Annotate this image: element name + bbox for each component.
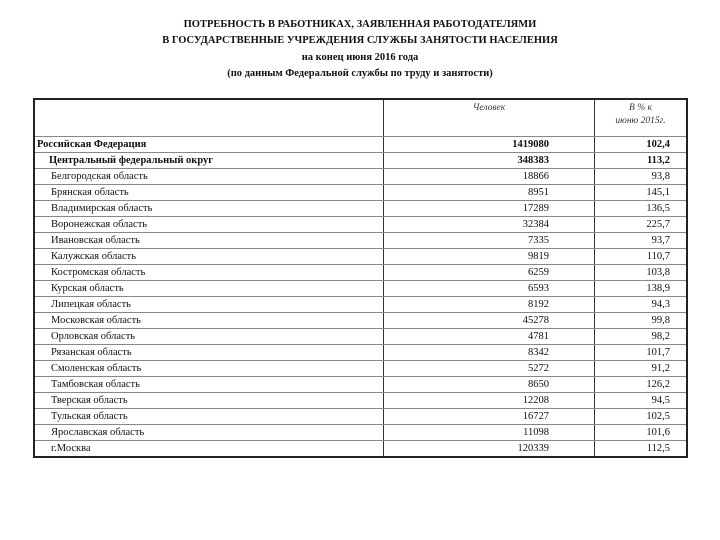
percent-value: 113,2 xyxy=(595,153,688,169)
header-percent xyxy=(595,99,688,137)
people-count: 17289 xyxy=(384,201,595,217)
table-row xyxy=(34,409,687,425)
percent-value: 126,2 xyxy=(595,377,688,393)
percent-value: 102,5 xyxy=(595,409,688,425)
vacancy-table xyxy=(33,98,688,458)
region-name: Рязанская область xyxy=(34,345,384,361)
people-count: 18866 xyxy=(384,169,595,185)
region-name: Ивановская область xyxy=(34,233,384,249)
table-row xyxy=(34,281,687,297)
people-count: 9819 xyxy=(384,249,595,265)
people-count: 8342 xyxy=(384,345,595,361)
people-count: 8650 xyxy=(384,377,595,393)
percent-value: 138,9 xyxy=(595,281,688,297)
table-row xyxy=(34,313,687,329)
percent-value: 145,1 xyxy=(595,185,688,201)
table-row xyxy=(34,441,687,458)
people-count: 120339 xyxy=(384,441,595,458)
header-percent-line-1: В % к xyxy=(629,103,652,113)
header-people: Человек xyxy=(384,99,595,137)
region-name: Смоленская область xyxy=(34,361,384,377)
region-name: Ярославская область xyxy=(34,425,384,441)
people-count: 6259 xyxy=(384,265,595,281)
region-name: Белгородская область xyxy=(34,169,384,185)
percent-value: 93,8 xyxy=(595,169,688,185)
percent-value: 91,2 xyxy=(595,361,688,377)
table-row xyxy=(34,345,687,361)
region-name: Тульская область xyxy=(34,409,384,425)
table-row xyxy=(34,185,687,201)
people-count: 6593 xyxy=(384,281,595,297)
table-row xyxy=(34,361,687,377)
table-row xyxy=(34,265,687,281)
table-row xyxy=(34,153,687,169)
region-name: Центральный федеральный округ xyxy=(34,153,384,169)
header-region xyxy=(34,99,384,137)
table-row xyxy=(34,201,687,217)
title-line-3: на конец июня 2016 года xyxy=(301,51,419,63)
region-name: Калужская область xyxy=(34,249,384,265)
region-name: Курская область xyxy=(34,281,384,297)
region-name: Тамбовская область xyxy=(34,377,384,393)
region-name: Тверская область xyxy=(34,393,384,409)
people-count: 12208 xyxy=(384,393,595,409)
region-name: Воронежская область xyxy=(34,217,384,233)
table-row xyxy=(34,233,687,249)
people-count: 45278 xyxy=(384,313,595,329)
table-row xyxy=(34,137,687,153)
region-name: Брянская область xyxy=(34,185,384,201)
title-line-2: В ГОСУДАРСТВЕННЫЕ УЧРЕЖДЕНИЯ СЛУЖБЫ ЗАНЯТОСТИ НАСЕЛЕНИЯ xyxy=(162,35,558,47)
people-count: 5272 xyxy=(384,361,595,377)
people-count: 1419080 xyxy=(384,137,595,153)
percent-value: 101,6 xyxy=(595,425,688,441)
region-name: Московская область xyxy=(34,313,384,329)
region-name: Липецкая область xyxy=(34,297,384,313)
percent-value: 99,8 xyxy=(595,313,688,329)
region-name: Орловская область xyxy=(34,329,384,345)
percent-value: 93,7 xyxy=(595,233,688,249)
percent-value: 225,7 xyxy=(595,217,688,233)
people-count: 8192 xyxy=(384,297,595,313)
percent-value: 94,3 xyxy=(595,297,688,313)
table-header-row xyxy=(34,99,687,137)
percent-value: 136,5 xyxy=(595,201,688,217)
region-name: Владимирская область xyxy=(34,201,384,217)
title-line-1: ПОТРЕБНОСТЬ В РАБОТНИКАХ, ЗАЯВЛЕННАЯ РАБОТОДАТЕЛЯМИ xyxy=(183,19,537,30)
percent-value: 101,7 xyxy=(595,345,688,361)
people-count: 11098 xyxy=(384,425,595,441)
region-name: Костромская область xyxy=(34,265,384,281)
percent-value: 110,7 xyxy=(595,249,688,265)
region-name: Российская Федерация xyxy=(34,137,384,153)
header-percent-line-2: июню 2015г. xyxy=(615,116,666,126)
document-title xyxy=(0,17,720,82)
table-row xyxy=(34,297,687,313)
table-row xyxy=(34,329,687,345)
table-row xyxy=(34,425,687,441)
people-count: 16727 xyxy=(384,409,595,425)
people-count: 32384 xyxy=(384,217,595,233)
people-count: 8951 xyxy=(384,185,595,201)
table-row xyxy=(34,217,687,233)
table-row xyxy=(34,249,687,265)
percent-value: 98,2 xyxy=(595,329,688,345)
percent-value: 103,8 xyxy=(595,265,688,281)
table-row xyxy=(34,377,687,393)
table-row xyxy=(34,169,687,185)
table-row xyxy=(34,393,687,409)
percent-value: 112,5 xyxy=(595,441,688,458)
people-count: 7335 xyxy=(384,233,595,249)
title-line-4: (по данным Федеральной службы по труду и занятости) xyxy=(227,67,493,79)
region-name: г.Москва xyxy=(34,441,384,458)
people-count: 348383 xyxy=(384,153,595,169)
people-count: 4781 xyxy=(384,329,595,345)
percent-value: 94,5 xyxy=(595,393,688,409)
percent-value: 102,4 xyxy=(595,137,688,153)
